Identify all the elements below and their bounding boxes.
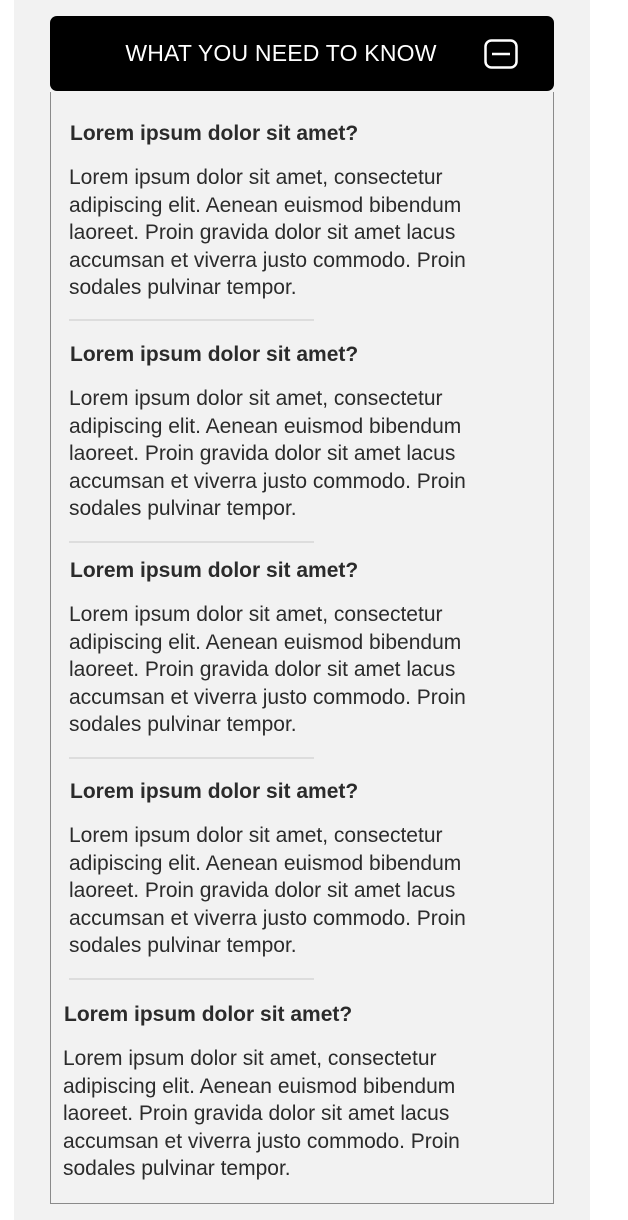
accordion-content [50, 92, 554, 1204]
faq-answer: Lorem ipsum dolor sit amet, consectetur adipiscing elit. Aenean euismod bibendum laoreet. Proin gravida dolor sit amet lacus accumsan et viverra justo commodo. Proin sodales pulvinar tempor. [63, 1047, 460, 1181]
accordion-header[interactable] [50, 16, 554, 91]
faq-answer: Lorem ipsum dolor sit amet, consectetur adipiscing elit. Aenean euismod bibendum laoreet. Proin gravida dolor sit amet lacus accumsan et viverra justo commodo. Proin sodales pulvinar tempor. [69, 603, 466, 737]
faq-divider [69, 978, 314, 980]
faq-answer: Lorem ipsum dolor sit amet, consectetur adipiscing elit. Aenean euismod bibendum laoreet. Proin gravida dolor sit amet lacus accumsan et viverra justo commodo. Proin sodales pulvinar tempor. [69, 387, 466, 521]
faq-divider [69, 757, 314, 759]
faq-question: Lorem ipsum dolor sit amet? [70, 122, 359, 145]
faq-divider [69, 541, 314, 543]
faq-answer: Lorem ipsum dolor sit amet, consectetur adipiscing elit. Aenean euismod bibendum laoreet. Proin gravida dolor sit amet lacus accumsan et viverra justo commodo. Proin sodales pulvinar tempor. [69, 824, 466, 958]
accordion-title: WHAT YOU NEED TO KNOW [125, 40, 437, 66]
faq-question: Lorem ipsum dolor sit amet? [70, 780, 359, 803]
faq-question: Lorem ipsum dolor sit amet? [70, 343, 359, 366]
faq-divider [69, 319, 314, 321]
faq-question: Lorem ipsum dolor sit amet? [64, 1003, 353, 1026]
collapse-minus-icon[interactable] [484, 39, 518, 69]
faq-answer: Lorem ipsum dolor sit amet, consectetur adipiscing elit. Aenean euismod bibendum laoreet. Proin gravida dolor sit amet lacus accumsan et viverra justo commodo. Proin sodales pulvinar tempor. [69, 166, 466, 300]
faq-question: Lorem ipsum dolor sit amet? [70, 559, 359, 582]
